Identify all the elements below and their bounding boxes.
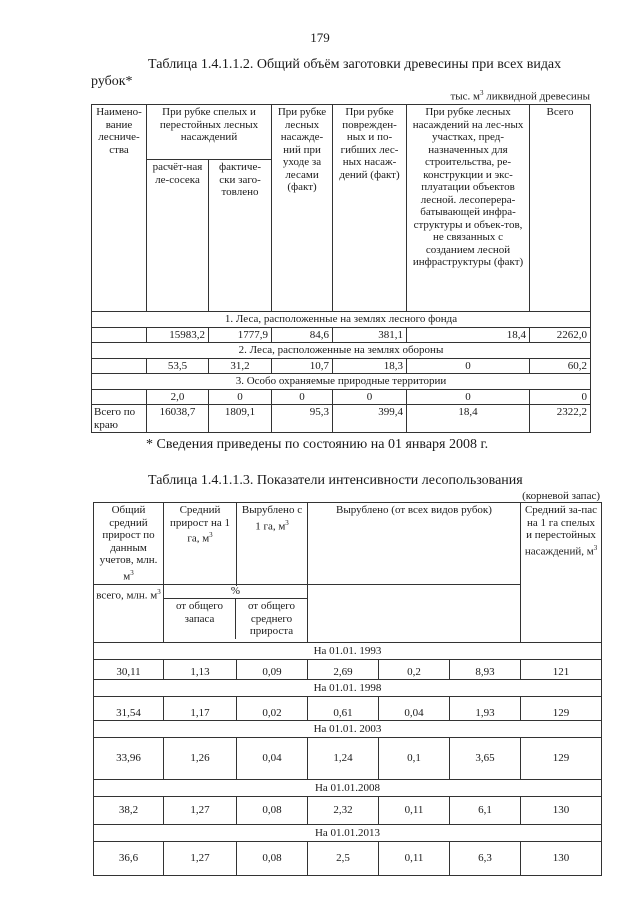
section-title: 2. Леса, расположенные на землях обороны [92, 343, 591, 359]
cell: 130 [521, 797, 602, 825]
header-calc: расчёт-ная ле-сосека [147, 160, 209, 312]
cell-calc: 15983,2 [147, 327, 209, 343]
header-name: Наимено-вание лесниче-ства [92, 105, 147, 312]
cell-calc: 53,5 [147, 358, 209, 374]
cell-infra: 18,4 [407, 405, 530, 433]
section-title: На 01.01. 1998 [94, 680, 602, 697]
cell: 2,32 [308, 797, 379, 825]
cell: 1,27 [164, 842, 237, 876]
header-avg-stock: Средний за-пас на 1 га спелых и перестойных насаждений, $м^3$ [521, 503, 602, 643]
header-of-growth: от общего среднего прироста [247, 600, 296, 638]
header-percent: % [164, 585, 307, 599]
cell: 30,11 [94, 660, 164, 680]
header-total-mln: всего, млн. $м^3$ [94, 585, 164, 643]
table-row [94, 738, 602, 780]
table1-caption-line2: рубок* [91, 74, 133, 89]
cell-actual: 1809,1 [209, 405, 272, 433]
cell: 0,04 [237, 738, 308, 780]
section-title: На 01.01.2008 [94, 780, 602, 797]
table2-unit: (корневой запас) [522, 490, 600, 502]
cell-actual: 1777,9 [209, 327, 272, 343]
section-title: 1. Леса, расположенные на землях лесного фонда [92, 312, 591, 328]
cell: 0,04 [379, 697, 450, 721]
cell: 6,1 [450, 797, 521, 825]
cell: 0,09 [237, 660, 308, 680]
cell-infra: 0 [407, 389, 530, 405]
table2-caption: Таблица 1.4.1.1.3. Показатели интенсивности лесопользования [148, 473, 523, 488]
cell: 38,2 [94, 797, 164, 825]
cell: 1,26 [164, 738, 237, 780]
header-avg-growth: Средний прирост на 1 га, $м^3$ [164, 503, 237, 585]
cell-damaged: 0 [333, 389, 407, 405]
table-row [92, 389, 591, 405]
cell: 31,54 [94, 697, 164, 721]
cell: 0,2 [379, 660, 450, 680]
header-total-growth: Общий средний прирост по данным учетов, млн. $м^3$ [94, 503, 164, 585]
footnote: * Сведения приведены по состоянию на 01 января 2008 г. [146, 437, 489, 452]
total-row [92, 405, 591, 433]
table-row [92, 358, 591, 374]
cell-damaged: 18,3 [333, 358, 407, 374]
cell: 0,08 [237, 842, 308, 876]
cell-total: 60,2 [530, 358, 591, 374]
cell-calc: 16038,7 [147, 405, 209, 433]
page-number: 179 [310, 30, 330, 45]
cell: 130 [521, 842, 602, 876]
cell-damaged: 381,1 [333, 327, 407, 343]
header-mature: При рубке спелых и перестойных лесных насаждений [147, 105, 272, 160]
cell-actual: 0 [209, 389, 272, 405]
cell-infra: 0 [407, 358, 530, 374]
cell-care: 84,6 [272, 327, 333, 343]
table-forest-use-intensity [93, 502, 602, 876]
cell-actual: 31,2 [209, 358, 272, 374]
cell: 121 [521, 660, 602, 680]
cell: 0,11 [379, 797, 450, 825]
cell: 2,69 [308, 660, 379, 680]
cell: 0,08 [237, 797, 308, 825]
header-cut-per-ha: Вырублено с 1 га, $м^3$ [237, 503, 308, 585]
cell-damaged: 399,4 [333, 405, 407, 433]
cell-name [92, 358, 147, 374]
section-title: На 01.01. 2003 [94, 721, 602, 738]
table-row [94, 797, 602, 825]
section-title: На 01.01. 1993 [94, 643, 602, 660]
header-care: При рубке лесных насажде-ний при уходе за лесами (факт) [272, 105, 333, 312]
cell: 2,5 [308, 842, 379, 876]
cell-infra: 18,4 [407, 327, 530, 343]
cell: 1,27 [164, 797, 237, 825]
cell-total: 0 [530, 389, 591, 405]
table1-unit: тыс. $м^3$ ликвидной древесины [450, 89, 590, 103]
cell: 1,93 [450, 697, 521, 721]
table-timber-harvest [91, 104, 591, 433]
cell-name [92, 327, 147, 343]
cell: 0,61 [308, 697, 379, 721]
cell-name: Всего по краю [92, 405, 147, 433]
cell-total: 2322,2 [530, 405, 591, 433]
table-row [94, 660, 602, 680]
header-of-stock: от общего запаса [164, 599, 236, 639]
section-title: На 01.01.2013 [94, 825, 602, 842]
cell-care: 95,3 [272, 405, 333, 433]
cell: 1,17 [164, 697, 237, 721]
cell: 0,1 [379, 738, 450, 780]
cell: 0,11 [379, 842, 450, 876]
cell: 1,24 [308, 738, 379, 780]
cell: 129 [521, 738, 602, 780]
cell: 129 [521, 697, 602, 721]
header-cut-all: Вырублено (от всех видов рубок) [308, 503, 521, 585]
header-damaged: При рубке поврежден-ных и по-гибших лес-ных насаж-дений (факт) [333, 105, 407, 312]
cell-care: 0 [272, 389, 333, 405]
table-row [94, 842, 602, 876]
header-total: Всего [530, 105, 591, 312]
table1-caption-line1: Таблица 1.4.1.1.2. Общий объём заготовки древесины при всех видах [148, 57, 562, 72]
cell: 1,13 [164, 660, 237, 680]
section-title: 3. Особо охраняемые природные территории [92, 374, 591, 390]
table-row [94, 697, 602, 721]
cell-care: 10,7 [272, 358, 333, 374]
cell: 3,65 [450, 738, 521, 780]
cell: 36,6 [94, 842, 164, 876]
cell: 6,3 [450, 842, 521, 876]
cell-calc: 2,0 [147, 389, 209, 405]
header-percent-group [164, 585, 308, 643]
table-row [92, 327, 591, 343]
cell: 0,02 [237, 697, 308, 721]
cell-total: 2262,0 [530, 327, 591, 343]
cell: 8,93 [450, 660, 521, 680]
cell-name [92, 389, 147, 405]
header-infra: При рубке лесных насаждений на лес-ных участках, пред-назначенных для строительства, ре-конструкции и экс-плуатации объектов лесной. лесоперера-батывающей инфра-структуры и объек-тов, не связанных с созданием лесной инфраструктуры (факт) [407, 105, 530, 312]
header-actual: фактиче-ски заго-товлено [209, 160, 272, 312]
cell: 33,96 [94, 738, 164, 780]
